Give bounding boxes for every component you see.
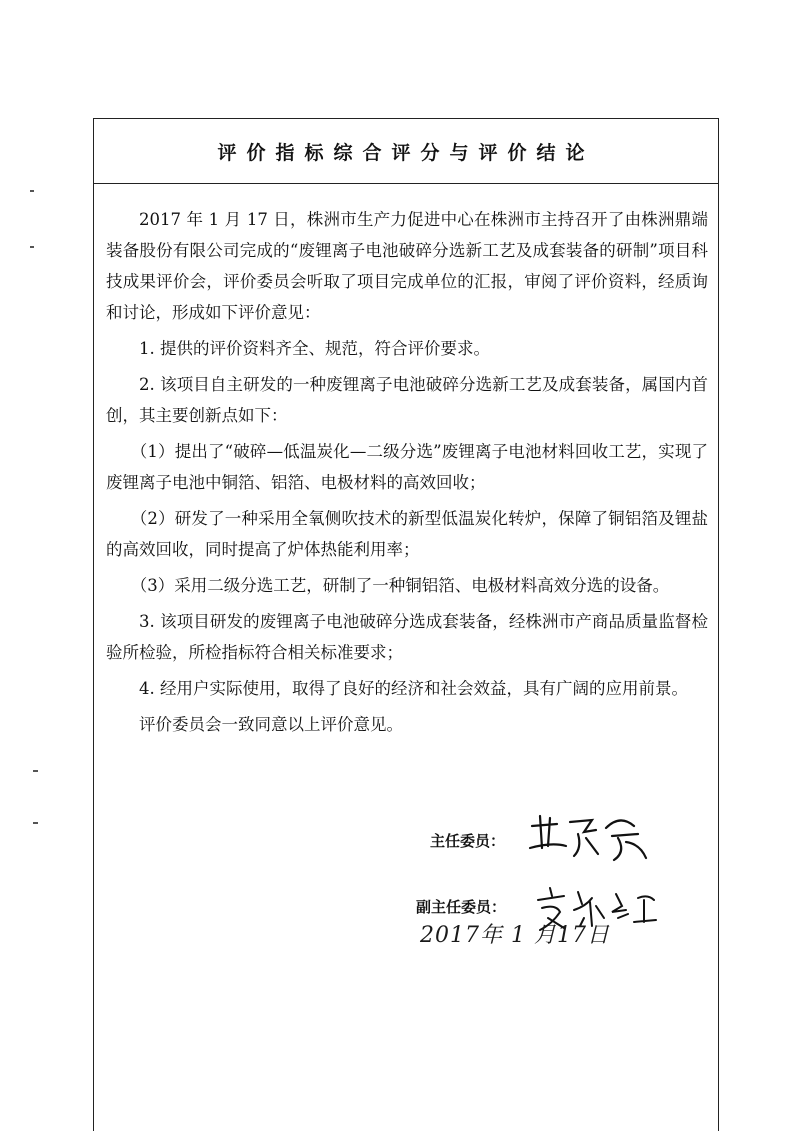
paragraph-item-1: 1. 提供的评价资料齐全、规范，符合评价要求。 [139,339,490,358]
handwritten-date: 2017年 1 月17日 [420,923,610,948]
title-row [94,119,718,184]
paragraph-innovation-3: （3）采用二级分选工艺，研制了一种铜铝箔、电极材料高效分选的设备。 [130,576,670,595]
page-title: 评价指标综合评分与评价结论 [217,141,595,164]
paragraph-item-2: 2. 该项目自主研发的一种废锂离子电池破碎分选新工艺及成套装备，属国内首创，其主要创新点如下： [106,375,708,425]
chair-label: 主任委员： [430,832,506,850]
evaluation-form [93,118,719,1131]
paragraph-item-4: 4. 经用户实际使用，取得了良好的经济和社会效益，具有广阔的应用前景。 [139,679,688,698]
paragraph-item-3: 3. 该项目研发的废锂离子电池破碎分选成套装备，经株洲市产商品质量监督检验所检验，所检指标符合相关标准要求； [106,612,708,662]
paragraph-innovation-1: （1）提出了“破碎—低温炭化—二级分选”废锂离子电池材料回收工艺，实现了废锂离子电池中铜箔、铝箔、电极材料的高效回收； [106,442,708,492]
conclusion-body [94,184,718,740]
paragraph-intro: 2017 年 1 月 17 日，株洲市生产力促进中心在株洲市主持召开了由株洲鼎端装备股份有限公司完成的“废锂离子电池破碎分选新工艺及成套装备的研制”项目科技成果评价会，评价委员会听取了项目完成单位的汇报，审阅了评价资料，经质询和讨论，形成如下评价意见： [106,210,708,322]
scan-mark [30,190,34,192]
paragraph-closing: 评价委员会一致同意以上评价意见。 [139,715,403,734]
chair-signature [522,808,672,868]
scan-mark [33,770,38,772]
vice-chair-label: 副主任委员： [416,898,507,916]
paragraph-innovation-2: （2）研发了一种采用全氧侧吹技术的新型低温炭化转炉，保障了铜铝箔及锂盐的高效回收，同时提高了炉体热能利用率； [106,509,708,559]
scan-mark [33,822,38,824]
scan-mark [30,246,34,248]
